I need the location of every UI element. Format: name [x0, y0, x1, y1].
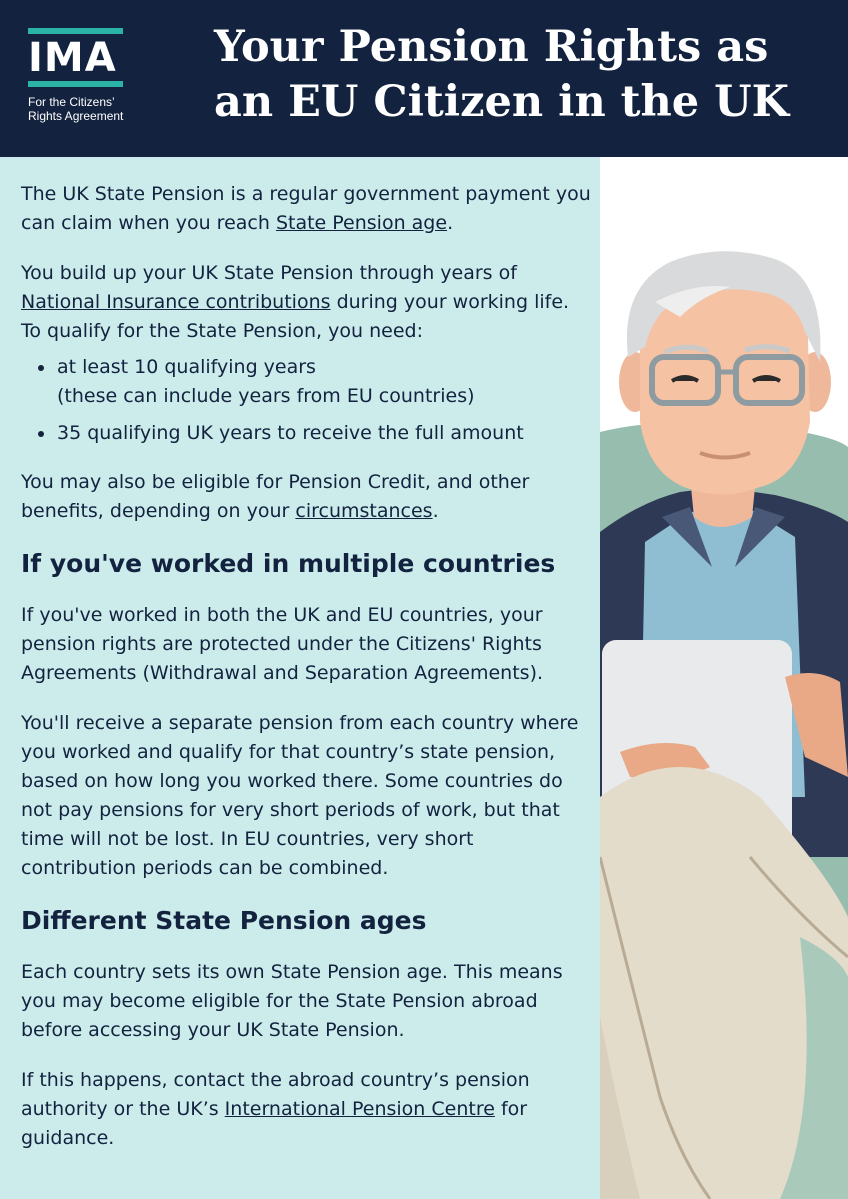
page-title-line-1: Your Pension Rights as [214, 22, 769, 72]
section-2-paragraph-2: If this happens, contact the abroad country’s pension authority or the UK’s International Pension Centre for guidance. [21, 1069, 530, 1149]
logo-bar-bottom [28, 81, 123, 87]
logo-tagline-line-1: For the Citizens’ [28, 95, 115, 109]
circumstances-link[interactable]: circumstances [295, 500, 433, 522]
list-item: 35 qualifying UK years to receive the full amount [21, 419, 591, 448]
list-item: at least 10 qualifying years (these can include years from EU countries) [21, 353, 591, 411]
elderly-man-illustration [600, 157, 848, 1199]
illustration-svg [600, 157, 848, 1199]
page-title-line-2: an EU Citizen in the UK [214, 77, 789, 127]
international-pension-centre-link[interactable]: International Pension Centre [224, 1098, 495, 1120]
intro-paragraph-3: You may also be eligible for Pension Credit, and other benefits, depending on your circumstances. [21, 471, 530, 522]
page-title [214, 20, 834, 130]
section-2-paragraph-1: Each country sets its own State Pension age. This means you may become eligible for the State Pension abroad before accessing your UK State Pension. [21, 961, 563, 1041]
intro-paragraph-2: You build up your UK State Pension through years of National Insurance contributions during your working life. To qualify for the State Pension, you need: [21, 262, 570, 342]
logo-text: IMA [28, 35, 117, 81]
national-insurance-link[interactable]: National Insurance contributions [21, 291, 331, 313]
logo-tagline [28, 95, 148, 123]
main-content [21, 180, 591, 1174]
section-heading-pension-ages: Different State Pension ages [21, 906, 427, 935]
logo-bar-top [28, 28, 123, 34]
header-banner [0, 0, 848, 157]
section-1-paragraph-2: You'll receive a separate pension from each country where you worked and qualify for that country’s state pension, based on how long you worked there. Some countries do not pay pensions for very short periods of work, but that time will not be lost. In EU countries, very short contribution periods can be combined. [21, 712, 579, 879]
ima-logo[interactable] [28, 28, 148, 123]
section-heading-multiple-countries: If you've worked in multiple countries [21, 549, 556, 578]
qualifying-list [21, 353, 591, 448]
logo-tagline-line-2: Rights Agreement [28, 109, 124, 123]
section-1-paragraph-1: If you've worked in both the UK and EU countries, your pension rights are protected under the Citizens' Rights Agreements (Withdrawal and Separation Agreements). [21, 604, 544, 684]
intro-paragraph-1: The UK State Pension is a regular government payment you can claim when you reach State Pension age. [21, 183, 591, 234]
state-pension-age-link[interactable]: State Pension age [275, 212, 448, 234]
